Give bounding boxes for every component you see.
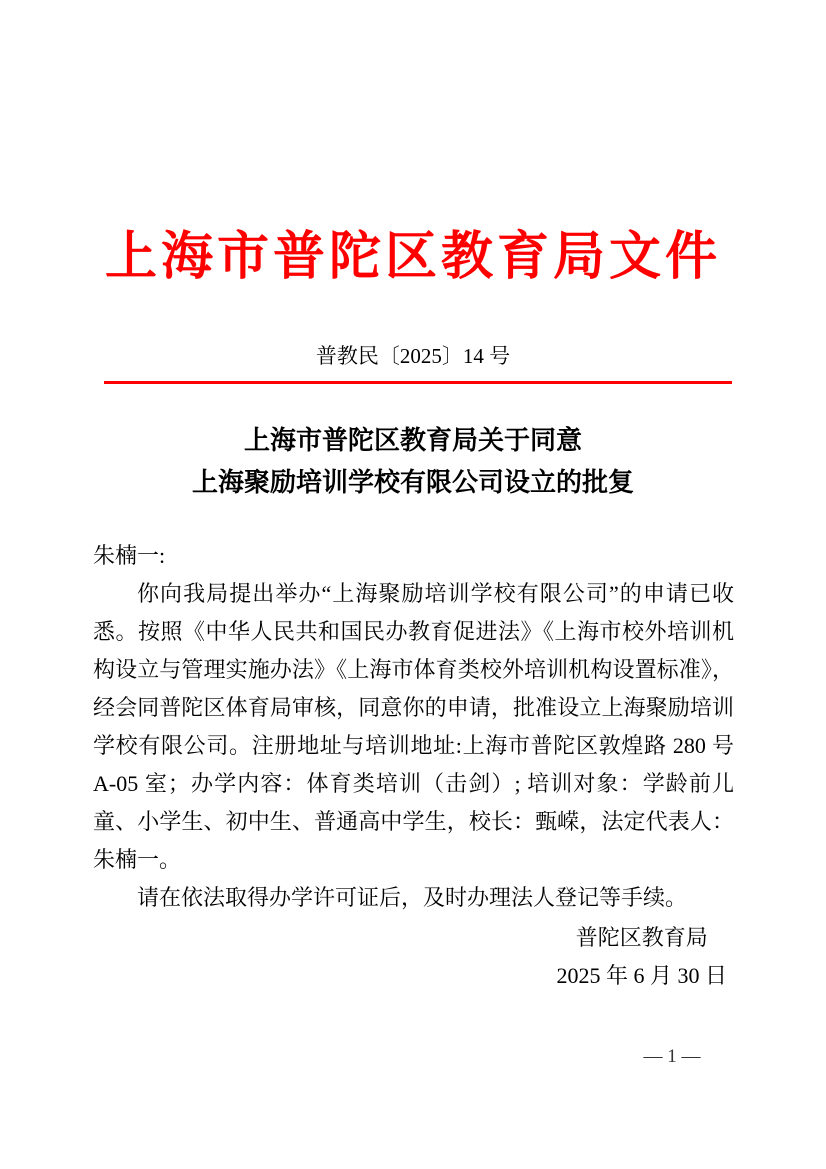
red-divider-rule <box>104 381 732 384</box>
body-paragraph-2: 请在依法取得办学许可证后，及时办理法人登记等手续。 <box>137 885 688 910</box>
salutation: 朱楠一: <box>93 543 166 568</box>
document-title <box>0 420 826 504</box>
signature-block <box>556 919 727 995</box>
document-title-line-2: 上海聚励培训学校有限公司设立的批复 <box>191 468 634 497</box>
signature-date: 2025 年 6 月 30 日 <box>556 963 727 988</box>
body-paragraph-1: 你向我局提出举办“上海聚励培训学校有限公司”的申请已收悉。按照《中华人民共和国民办教育促进法》《上海市校外培训机构设立与管理实施办法》《上海市体育类校外培训机构设置标准》，经会同普陀区体育局审核，同意你的申请，批准设立上海聚励培训学校有限公司。注册地址与培训地址:上海市普陀区敦煌路 280 号 A-05 室；办学内容：体育类培训（击剑）; 培训对象：学龄前儿童、小学生、初中生、普通高中学生，校长：甄嵘，法定代表人：朱楠一。 <box>93 581 734 872</box>
document-body <box>93 537 734 917</box>
document-masthead: 上海市普陀区教育局文件 <box>104 229 721 286</box>
page-number: — 1 — <box>643 1046 701 1067</box>
signature-organization: 普陀区教育局 <box>575 925 708 950</box>
document-number: 普教民〔2025〕14 号 <box>315 344 511 368</box>
document-title-line-1: 上海市普陀区教育局关于同意 <box>243 426 582 455</box>
